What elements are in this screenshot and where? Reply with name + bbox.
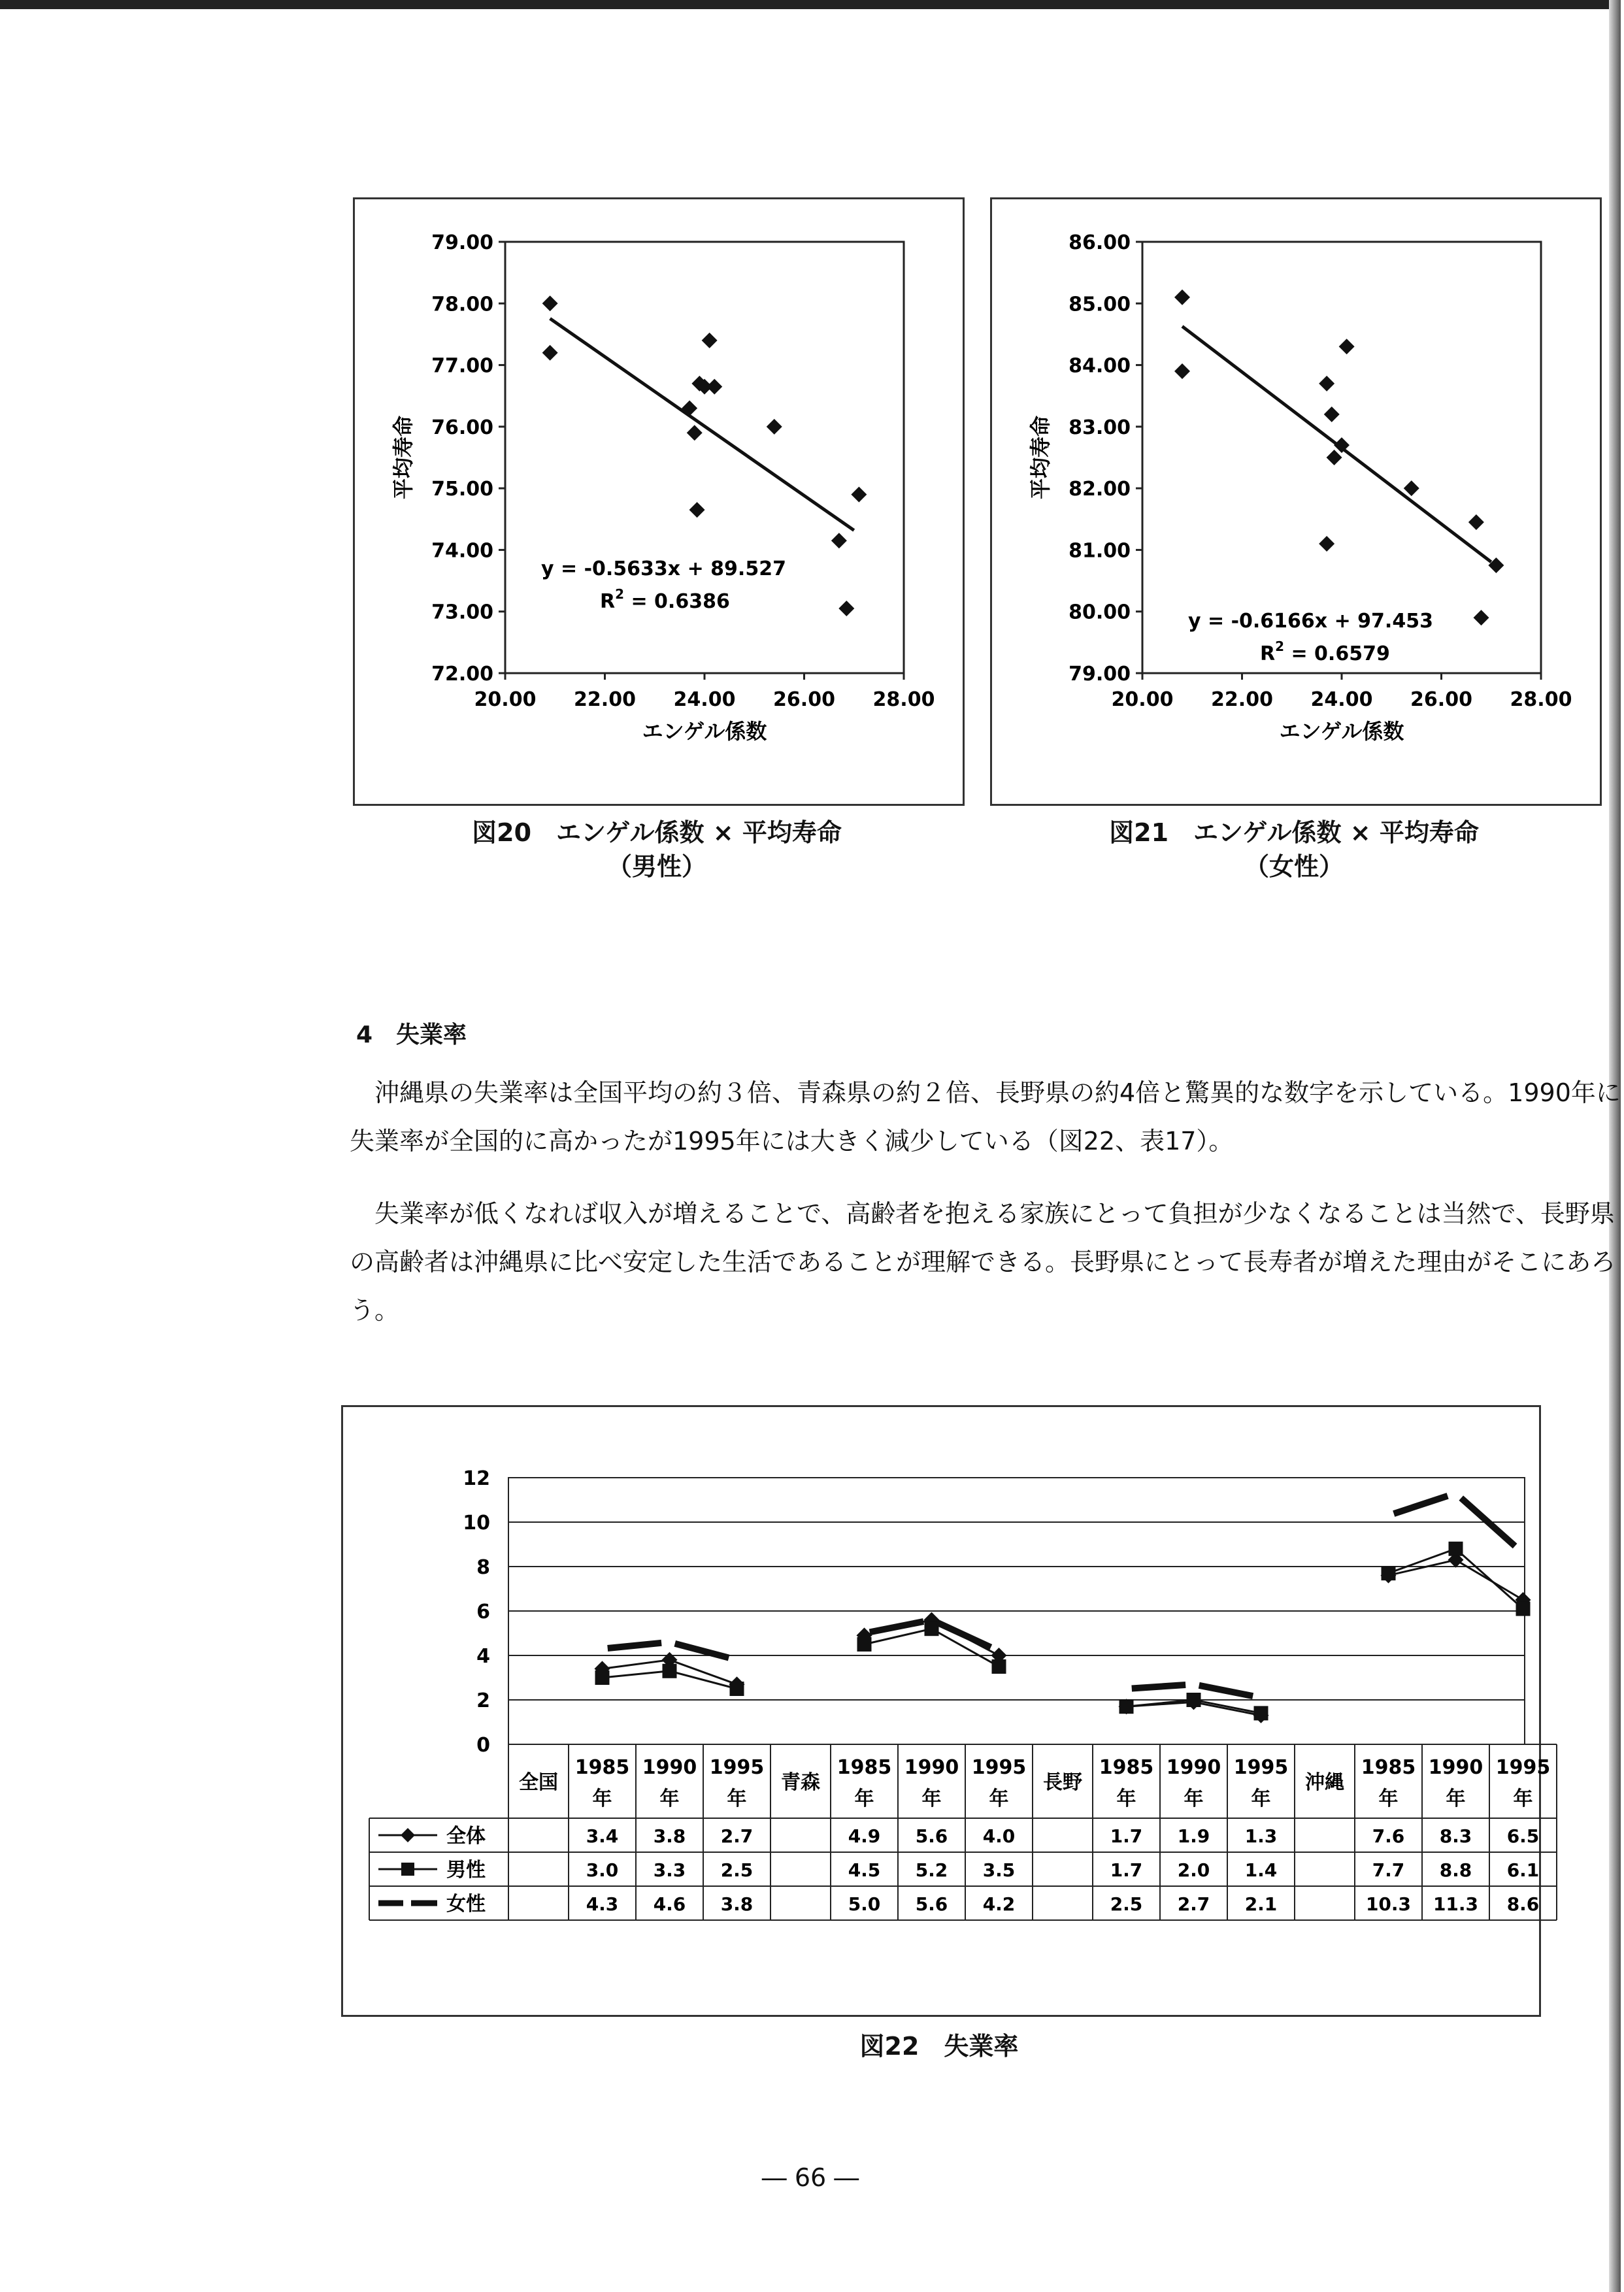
figure20-panel xyxy=(353,197,965,806)
fig22-group-label: 青森 xyxy=(781,1771,820,1794)
fig22-data-point xyxy=(857,1637,872,1652)
fig22-data-point xyxy=(1187,1693,1201,1707)
fig22-year-label: 1990 xyxy=(1428,1756,1483,1779)
fig21-ytick-label: 82.00 xyxy=(1069,478,1131,501)
fig22-year-label: 1985 xyxy=(574,1756,630,1779)
fig22-table-cell: 2.0 xyxy=(1177,1859,1210,1881)
fig22-data-point xyxy=(730,1682,744,1696)
fig21-xtick-label: 22.00 xyxy=(1211,688,1273,711)
fig22-ytick-label: 2 xyxy=(476,1689,490,1712)
scan-top-edge xyxy=(0,0,1621,9)
fig21-xtick-label: 28.00 xyxy=(1510,688,1572,711)
fig20-x-axis-title: エンゲル係数 xyxy=(642,719,767,744)
fig22-table-cell: 5.6 xyxy=(915,1825,948,1847)
fig22-data-point xyxy=(992,1659,1006,1674)
fig20-ytick-label: 76.00 xyxy=(431,416,493,439)
fig20-ytick-label: 72.00 xyxy=(431,663,493,686)
figure20-caption-line1: 図20 エンゲル係数 × 平均寿命 xyxy=(472,818,842,847)
fig22-table-cell: 8.3 xyxy=(1439,1825,1472,1847)
fig22-data-point xyxy=(1516,1602,1531,1616)
fig21-ytick-label: 80.00 xyxy=(1069,601,1131,624)
fig20-ytick-label: 73.00 xyxy=(431,601,493,624)
fig22-table-cell: 11.3 xyxy=(1433,1893,1479,1915)
figure22-caption: 図22 失業率 xyxy=(859,2032,1019,2061)
fig22-table-cell: 2.5 xyxy=(1110,1893,1143,1915)
fig22-table-cell: 2.7 xyxy=(1177,1893,1210,1915)
fig22-year-suffix: 年 xyxy=(659,1787,680,1810)
fig22-table-cell: 6.1 xyxy=(1506,1859,1540,1881)
fig22-table-cell: 2.5 xyxy=(720,1859,754,1881)
figure20-caption xyxy=(353,816,961,884)
fig22-table-cell: 4.9 xyxy=(848,1825,881,1847)
fig22-table-cell: 2.7 xyxy=(720,1825,754,1847)
fig22-table-cell: 3.8 xyxy=(720,1893,754,1915)
fig20-ytick-label: 77.00 xyxy=(431,354,493,378)
fig22-year-label: 1995 xyxy=(1233,1756,1289,1779)
fig22-series-line-女性 xyxy=(1132,1685,1185,1688)
page-number: ― 66 ― xyxy=(761,2163,859,2192)
fig22-ytick-label: 6 xyxy=(476,1601,490,1623)
fig22-year-suffix: 年 xyxy=(1446,1787,1466,1810)
fig20-xtick-label: 22.00 xyxy=(574,688,636,711)
fig22-legend-label: 女性 xyxy=(446,1893,486,1916)
fig22-year-label: 1995 xyxy=(971,1756,1027,1779)
fig20-ytick-label: 74.00 xyxy=(431,539,493,563)
fig21-regression-equation: y = -0.6166x + 97.453 xyxy=(1188,610,1433,633)
figure22-panel xyxy=(341,1405,1551,2017)
fig22-group-label: 沖縄 xyxy=(1305,1771,1344,1794)
fig21-ytick-label: 79.00 xyxy=(1069,663,1131,686)
figure22-chart xyxy=(343,1407,1551,2015)
fig22-year-suffix: 年 xyxy=(854,1787,874,1810)
fig22-group-label: 全国 xyxy=(519,1771,558,1794)
fig22-year-label: 1985 xyxy=(1361,1756,1416,1779)
fig21-ytick-label: 84.00 xyxy=(1069,354,1131,378)
fig22-year-label: 1990 xyxy=(904,1756,959,1779)
fig22-table-cell: 7.6 xyxy=(1372,1825,1405,1847)
fig22-year-suffix: 年 xyxy=(1184,1787,1204,1810)
fig20-xtick-label: 28.00 xyxy=(872,688,935,711)
fig20-xtick-label: 26.00 xyxy=(773,688,835,711)
fig22-year-label: 1995 xyxy=(709,1756,765,1779)
paragraph-2: 失業率が低くなれば収入が増えることで、高齢者を抱える家族にとって負担が少なくなることは当然で、長野県の高齢者は沖縄県に比べ安定した生活であることが理解できる。長野県にとって長寿者が増えた理由がそこにあろう。 xyxy=(350,1199,1616,1325)
fig22-table-cell: 5.6 xyxy=(915,1893,948,1915)
fig22-data-point xyxy=(1119,1699,1134,1714)
fig22-legend-label: 全体 xyxy=(446,1825,486,1848)
fig22-legend-marker xyxy=(401,1863,414,1876)
fig22-year-label: 1990 xyxy=(1166,1756,1221,1779)
fig21-y-axis-title: 平均寿命 xyxy=(1028,415,1053,500)
fig22-table-cell: 4.0 xyxy=(982,1825,1016,1847)
fig20-xtick-label: 20.00 xyxy=(474,688,537,711)
figure21-caption-line2: （女性） xyxy=(1244,852,1344,881)
fig22-data-point xyxy=(663,1664,677,1678)
fig22-table-cell: 3.0 xyxy=(586,1859,619,1881)
fig20-xtick-label: 24.00 xyxy=(673,688,736,711)
fig21-xtick-label: 26.00 xyxy=(1410,688,1472,711)
fig21-ytick-label: 86.00 xyxy=(1069,231,1131,254)
fig22-data-point xyxy=(1382,1566,1396,1580)
fig22-data-point xyxy=(595,1670,610,1685)
paragraph-1: 沖縄県の失業率は全国平均の約３倍、青森県の約２倍、長野県の約4倍と驚異的な数字を示している。1990年に失業率が全国的に高かったが1995年には大きく減少している（図22、表17）。 xyxy=(350,1078,1621,1155)
fig22-year-suffix: 年 xyxy=(1116,1787,1136,1810)
fig22-year-label: 1995 xyxy=(1495,1756,1551,1779)
fig22-table-cell: 4.2 xyxy=(982,1893,1016,1915)
figure20-chart xyxy=(355,199,963,804)
fig21-ytick-label: 85.00 xyxy=(1069,293,1131,316)
fig22-table-cell: 3.8 xyxy=(653,1825,686,1847)
fig22-year-label: 1985 xyxy=(1099,1756,1154,1779)
fig22-table-cell: 5.0 xyxy=(848,1893,881,1915)
fig22-table-cell: 1.7 xyxy=(1110,1859,1143,1881)
fig22-year-label: 1985 xyxy=(837,1756,892,1779)
fig22-table-cell: 4.6 xyxy=(653,1893,686,1915)
fig21-ytick-label: 81.00 xyxy=(1069,539,1131,563)
fig22-ytick-label: 0 xyxy=(476,1734,490,1757)
figure21-panel xyxy=(990,197,1602,806)
fig22-year-suffix: 年 xyxy=(1513,1787,1533,1810)
fig22-legend-marker xyxy=(401,1828,415,1842)
fig22-table-cell: 4.5 xyxy=(848,1859,881,1881)
fig22-table-cell: 3.3 xyxy=(653,1859,686,1881)
fig22-ytick-label: 8 xyxy=(476,1556,490,1579)
fig22-table-cell: 7.7 xyxy=(1372,1859,1405,1881)
fig20-ytick-label: 78.00 xyxy=(431,293,493,316)
fig22-ytick-label: 10 xyxy=(463,1512,490,1535)
fig21-ytick-label: 83.00 xyxy=(1069,416,1131,439)
fig22-year-suffix: 年 xyxy=(727,1787,747,1810)
fig22-table-cell: 1.7 xyxy=(1110,1825,1143,1847)
fig22-table-cell: 5.2 xyxy=(915,1859,948,1881)
fig22-year-label: 1990 xyxy=(642,1756,697,1779)
fig22-table-cell: 6.5 xyxy=(1506,1825,1540,1847)
fig22-year-suffix: 年 xyxy=(592,1787,612,1810)
fig22-year-suffix: 年 xyxy=(1251,1787,1271,1810)
fig21-xtick-label: 20.00 xyxy=(1111,688,1174,711)
fig22-table-cell: 8.8 xyxy=(1439,1859,1472,1881)
fig20-y-axis-title: 平均寿命 xyxy=(391,415,416,500)
fig22-group-label: 長野 xyxy=(1043,1771,1082,1794)
figure21-caption-line1: 図21 エンゲル係数 × 平均寿命 xyxy=(1109,818,1479,847)
fig20-r-squared: $R^2 = 0.6386$ xyxy=(600,586,730,613)
section-heading: 4 失業率 xyxy=(356,1021,467,1048)
fig21-x-axis-title: エンゲル係数 xyxy=(1279,719,1404,744)
fig22-year-suffix: 年 xyxy=(921,1787,942,1810)
fig21-xtick-label: 24.00 xyxy=(1310,688,1373,711)
fig20-ytick-label: 79.00 xyxy=(431,231,493,254)
fig22-table-cell: 4.3 xyxy=(586,1893,619,1915)
fig22-table-cell: 8.6 xyxy=(1506,1893,1540,1915)
fig22-table-cell: 3.5 xyxy=(982,1859,1016,1881)
fig20-ytick-label: 75.00 xyxy=(431,478,493,501)
fig22-table-cell: 1.3 xyxy=(1244,1825,1278,1847)
fig22-data-point xyxy=(1449,1542,1463,1556)
fig22-legend-label: 男性 xyxy=(446,1859,486,1882)
fig22-year-suffix: 年 xyxy=(1378,1787,1399,1810)
fig21-r-squared: $R^2 = 0.6579$ xyxy=(1260,639,1390,665)
figure21-chart xyxy=(992,199,1600,804)
fig22-table-cell: 1.9 xyxy=(1177,1825,1210,1847)
fig22-ytick-label: 4 xyxy=(476,1645,490,1668)
fig22-year-suffix: 年 xyxy=(989,1787,1009,1810)
fig22-table-cell: 2.1 xyxy=(1244,1893,1278,1915)
fig22-data-point xyxy=(1254,1706,1268,1720)
fig22-table-cell: 10.3 xyxy=(1365,1893,1412,1915)
fig22-table-cell: 3.4 xyxy=(586,1825,619,1847)
fig22-ytick-label: 12 xyxy=(463,1467,490,1490)
fig20-regression-equation: y = -0.5633x + 89.527 xyxy=(541,557,786,580)
figure20-caption-line2: （男性） xyxy=(606,852,706,881)
figure21-caption xyxy=(990,816,1598,884)
fig22-table-cell: 1.4 xyxy=(1244,1859,1278,1881)
